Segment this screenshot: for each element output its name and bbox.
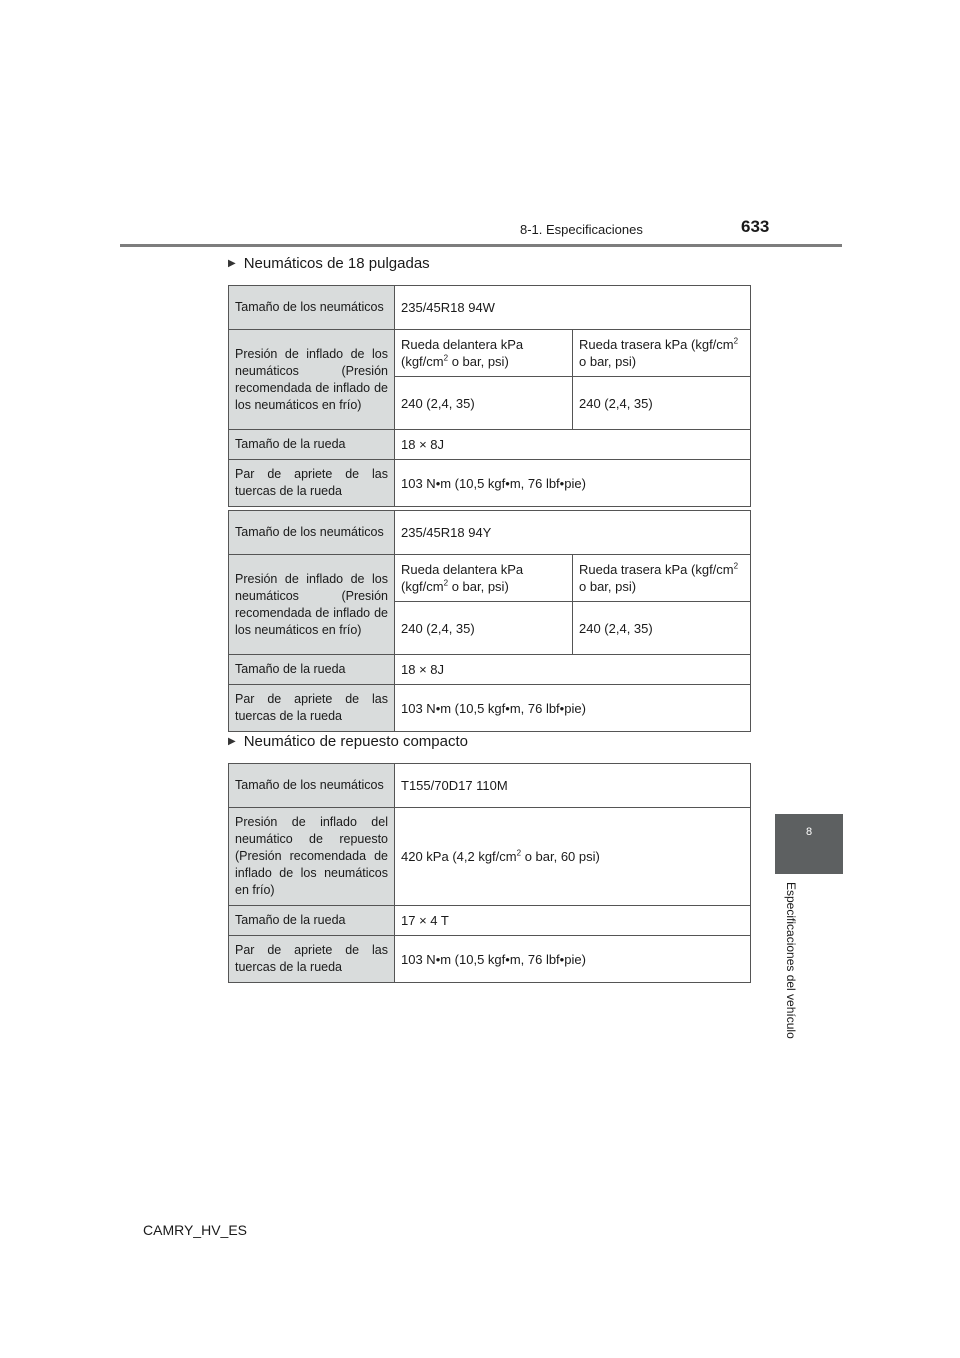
chapter-tab: [775, 814, 843, 874]
tire-size-label: Tamaño de los neumáticos: [229, 286, 395, 330]
tire-size-value: T155/70D17 110M: [395, 764, 751, 808]
section-heading-text: Neumáticos de 18 pulgadas: [243, 255, 430, 272]
section-heading-18-inch: [228, 255, 430, 272]
wheel-size-label: Tamaño de la rueda: [229, 906, 395, 936]
tire-size-value: 235/45R18 94W: [395, 286, 751, 330]
spec-table-235-45r18-94w: [228, 285, 751, 507]
nut-torque-label: Par de apriete de las tuercas de la rueda: [229, 685, 395, 732]
front-wheel-label: Rueda delantera kPa ($kgf/cm^2$ o bar, psi): [395, 330, 573, 377]
wheel-size-value: 17 × 4 T: [395, 906, 751, 936]
header-divider: [120, 244, 842, 247]
nut-torque-value: 103 N•m (10,5 kgf•m, 76 lbf•pie): [395, 936, 751, 983]
spec-table-235-45r18-94y: [228, 510, 751, 732]
chapter-title: Especificaciones del vehículo: [784, 882, 798, 1039]
wheel-size-label: Tamaño de la rueda: [229, 655, 395, 685]
spare-inflation-pressure-label: Presión de inflado del neumático de repuesto (Presión recomendada de inflado de los neumáticos en frío): [229, 808, 395, 906]
rear-wheel-label: Rueda trasera kPa ($kgf/cm^2$ o bar, psi): [573, 555, 751, 602]
spare-pressure-value: 420 kPa (4,2 kgf/$cm^2$ o bar, 60 psi): [395, 808, 751, 906]
wheel-size-value: 18 × 8J: [395, 655, 751, 685]
spec-table-compact-spare: [228, 763, 751, 983]
tire-size-value: 235/45R18 94Y: [395, 511, 751, 555]
rear-wheel-label: Rueda trasera kPa ($kgf/cm^2$ o bar, psi): [573, 330, 751, 377]
nut-torque-value: 103 N•m (10,5 kgf•m, 76 lbf•pie): [395, 685, 751, 732]
page-number: 633: [741, 217, 770, 236]
model-code: CAMRY_HV_ES: [143, 1222, 248, 1238]
nut-torque-label: Par de apriete de las tuercas de la rueda: [229, 936, 395, 983]
wheel-size-value: 18 × 8J: [395, 430, 751, 460]
tire-size-label: Tamaño de los neumáticos: [229, 511, 395, 555]
inflation-pressure-label: Presión de inflado de los neumáticos (Presión recomendada de inflado de los neumáticos en frío): [229, 555, 395, 655]
chapter-number: 8: [805, 826, 813, 838]
tire-size-label: Tamaño de los neumáticos: [229, 764, 395, 808]
wheel-size-label: Tamaño de la rueda: [229, 430, 395, 460]
front-wheel-label: Rueda delantera kPa ($kgf/cm^2$ o bar, psi): [395, 555, 573, 602]
running-header-section: 8-1. Especificaciones: [520, 222, 643, 237]
nut-torque-value: 103 N•m (10,5 kgf•m, 76 lbf•pie): [395, 460, 751, 507]
inflation-pressure-label: Presión de inflado de los neumáticos (Presión recomendada de inflado de los neumáticos en frío): [229, 330, 395, 430]
front-pressure-value: 240 (2,4, 35): [395, 377, 573, 430]
rear-pressure-value: 240 (2,4, 35): [573, 602, 751, 655]
rear-pressure-value: 240 (2,4, 35): [573, 377, 751, 430]
triangle-bullet-icon: ▶: [228, 736, 236, 747]
front-pressure-value: 240 (2,4, 35): [395, 602, 573, 655]
nut-torque-label: Par de apriete de las tuercas de la rueda: [229, 460, 395, 507]
section-heading-text: Neumático de repuesto compacto: [243, 733, 468, 750]
triangle-bullet-icon: ▶: [228, 258, 236, 269]
section-heading-compact-spare: [228, 733, 468, 750]
